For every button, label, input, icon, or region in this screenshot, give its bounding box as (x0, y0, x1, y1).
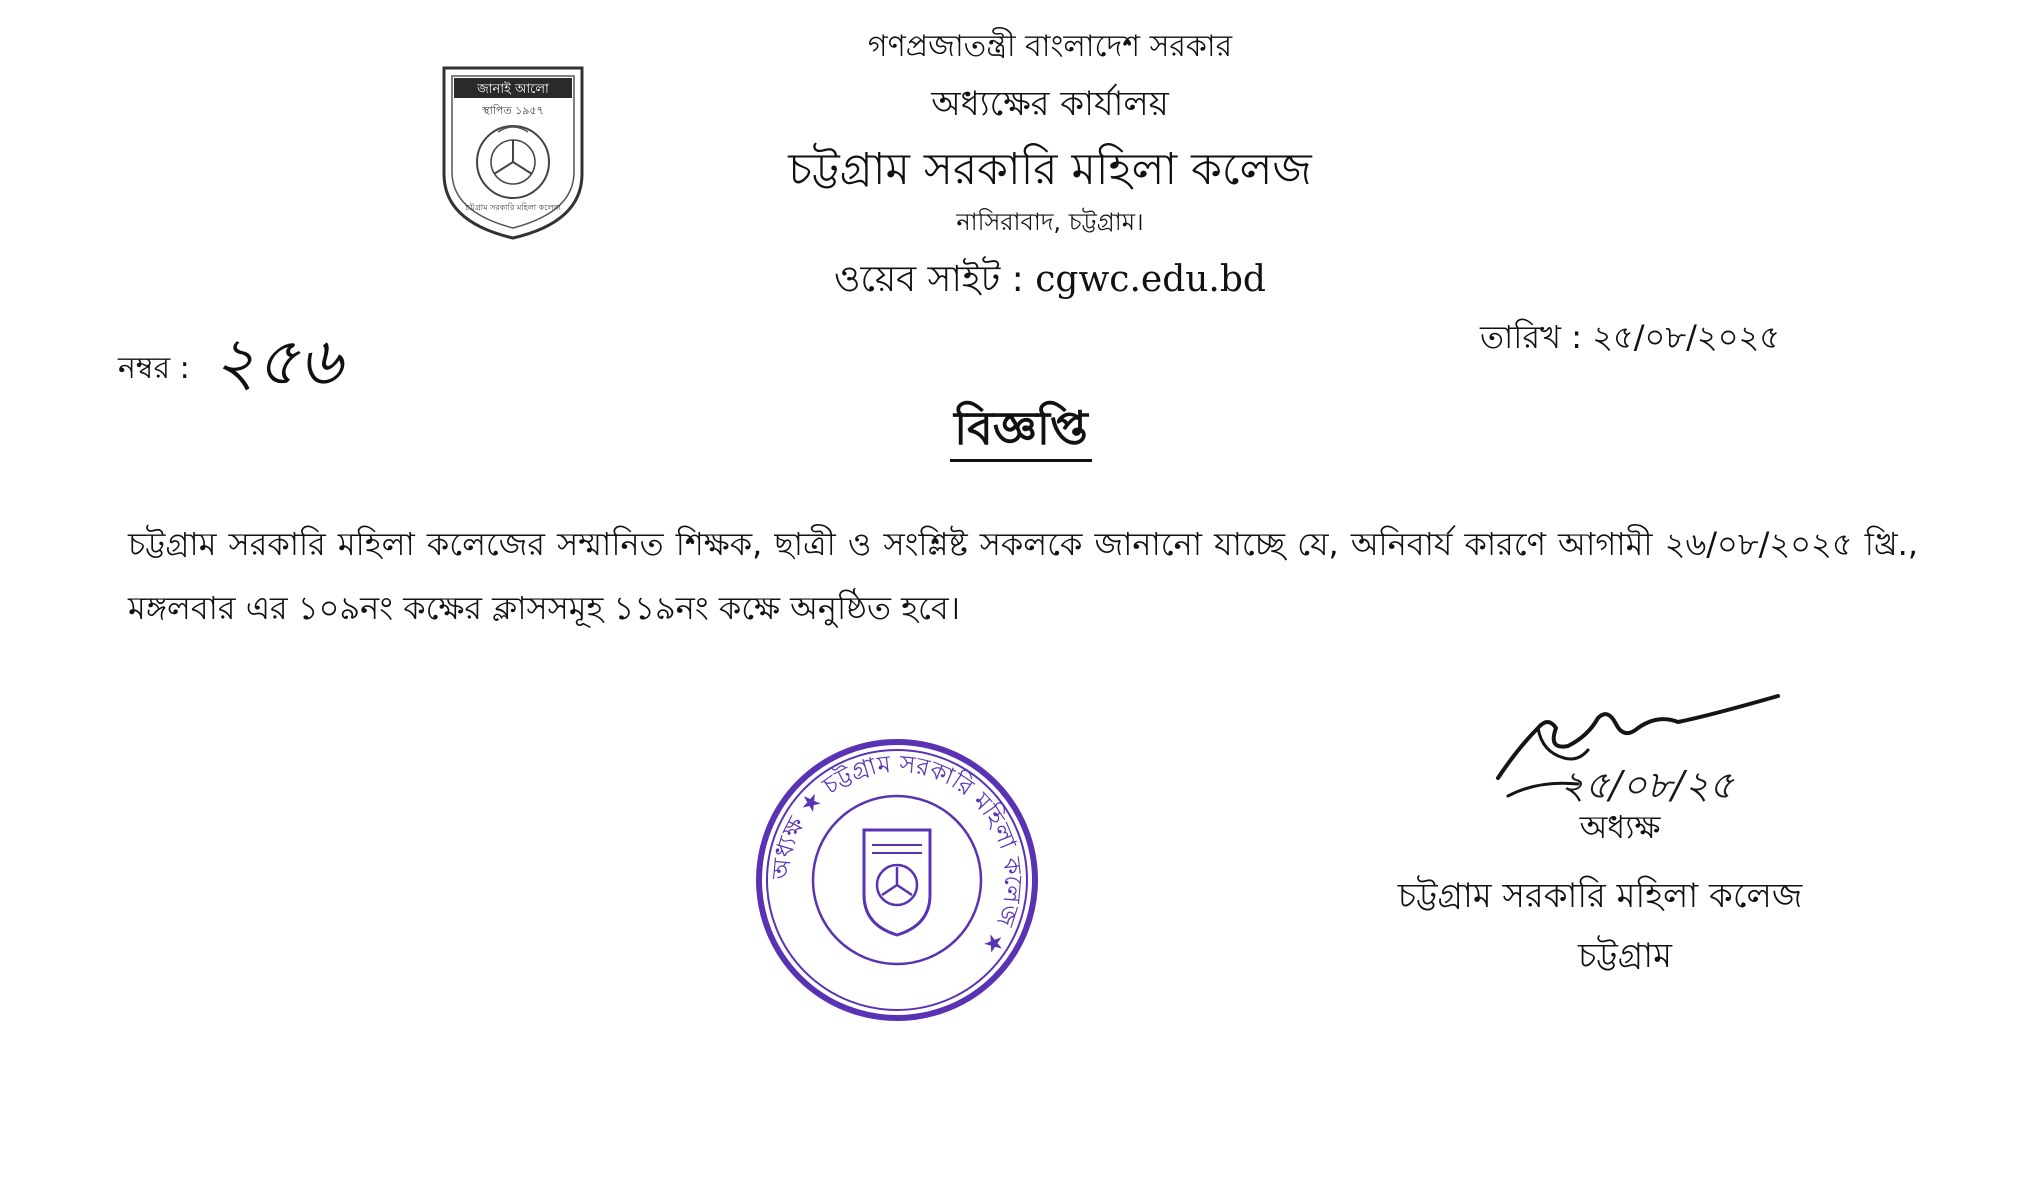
college-name-heading: চট্টগ্রাম সরকারি মহিলা কলেজ (788, 144, 1312, 195)
signer-college: চট্টগ্রাম সরকারি মহিলা কলেজ (1397, 876, 1803, 916)
logo-established-text: স্থাপিত ১৯৫৭ (482, 104, 544, 117)
notice-title (0, 394, 2042, 470)
website-line (600, 252, 1500, 312)
office-heading: অধ্যক্ষের কার্যালয় (931, 84, 1169, 124)
memo-date-label: তারিখ : (1480, 318, 1583, 356)
logo-banner-text: জানাই আলো (477, 82, 549, 97)
college-address: নাসিরাবাদ, চট্টগ্রাম। (956, 208, 1144, 236)
signer-city: চট্টগ্রাম (1578, 936, 1672, 976)
website-label: ওয়েব সাইট : (834, 259, 1024, 300)
signature-date: ২৫/০৮/২৫ (1560, 763, 1734, 807)
signer-title: অধ্যক্ষ (1579, 808, 1661, 846)
memo-date-row (1480, 312, 1780, 366)
website-link[interactable]: cgwc.edu.bd (1035, 259, 1266, 300)
notice-title-text: বিজ্ঞপ্তি (950, 401, 1092, 462)
memo-number-value: ২৫৬ (213, 323, 342, 400)
notice-body: চট্টগ্রাম সরকারি মহিলা কলেজের সম্মানিত শিক্ষক, ছাত্রী ও সংশ্লিষ্ট সকলকে জানানো যাচ্ছে যে, অনিবার্য কারণে আগামী ২৬/০৮/২০২৫ খ্রি., মঙ্গলবার এর ১০৯নং কক্ষের ক্লাসসমূহ ১১৯নং কক্ষে অনুষ্ঠিত হবে। (128, 525, 1918, 627)
college-logo (438, 62, 588, 242)
memo-number-label: নম্বর : (118, 351, 190, 386)
logo-ring-text: চট্টগ্রাম সরকারি মহিলা কলেজ (465, 203, 561, 212)
stamp-ring-text: অধ্যক্ষ ★ চট্টগ্রাম সরকারি মহিলা কলেজ ★ (766, 749, 1028, 961)
official-seal-stamp (752, 735, 1042, 1025)
memo-date-value: ২৫/০৮/২০২৫ (1592, 318, 1781, 356)
government-heading: গণপ্রজাতন্ত্রী বাংলাদেশ সরকার (867, 29, 1233, 64)
